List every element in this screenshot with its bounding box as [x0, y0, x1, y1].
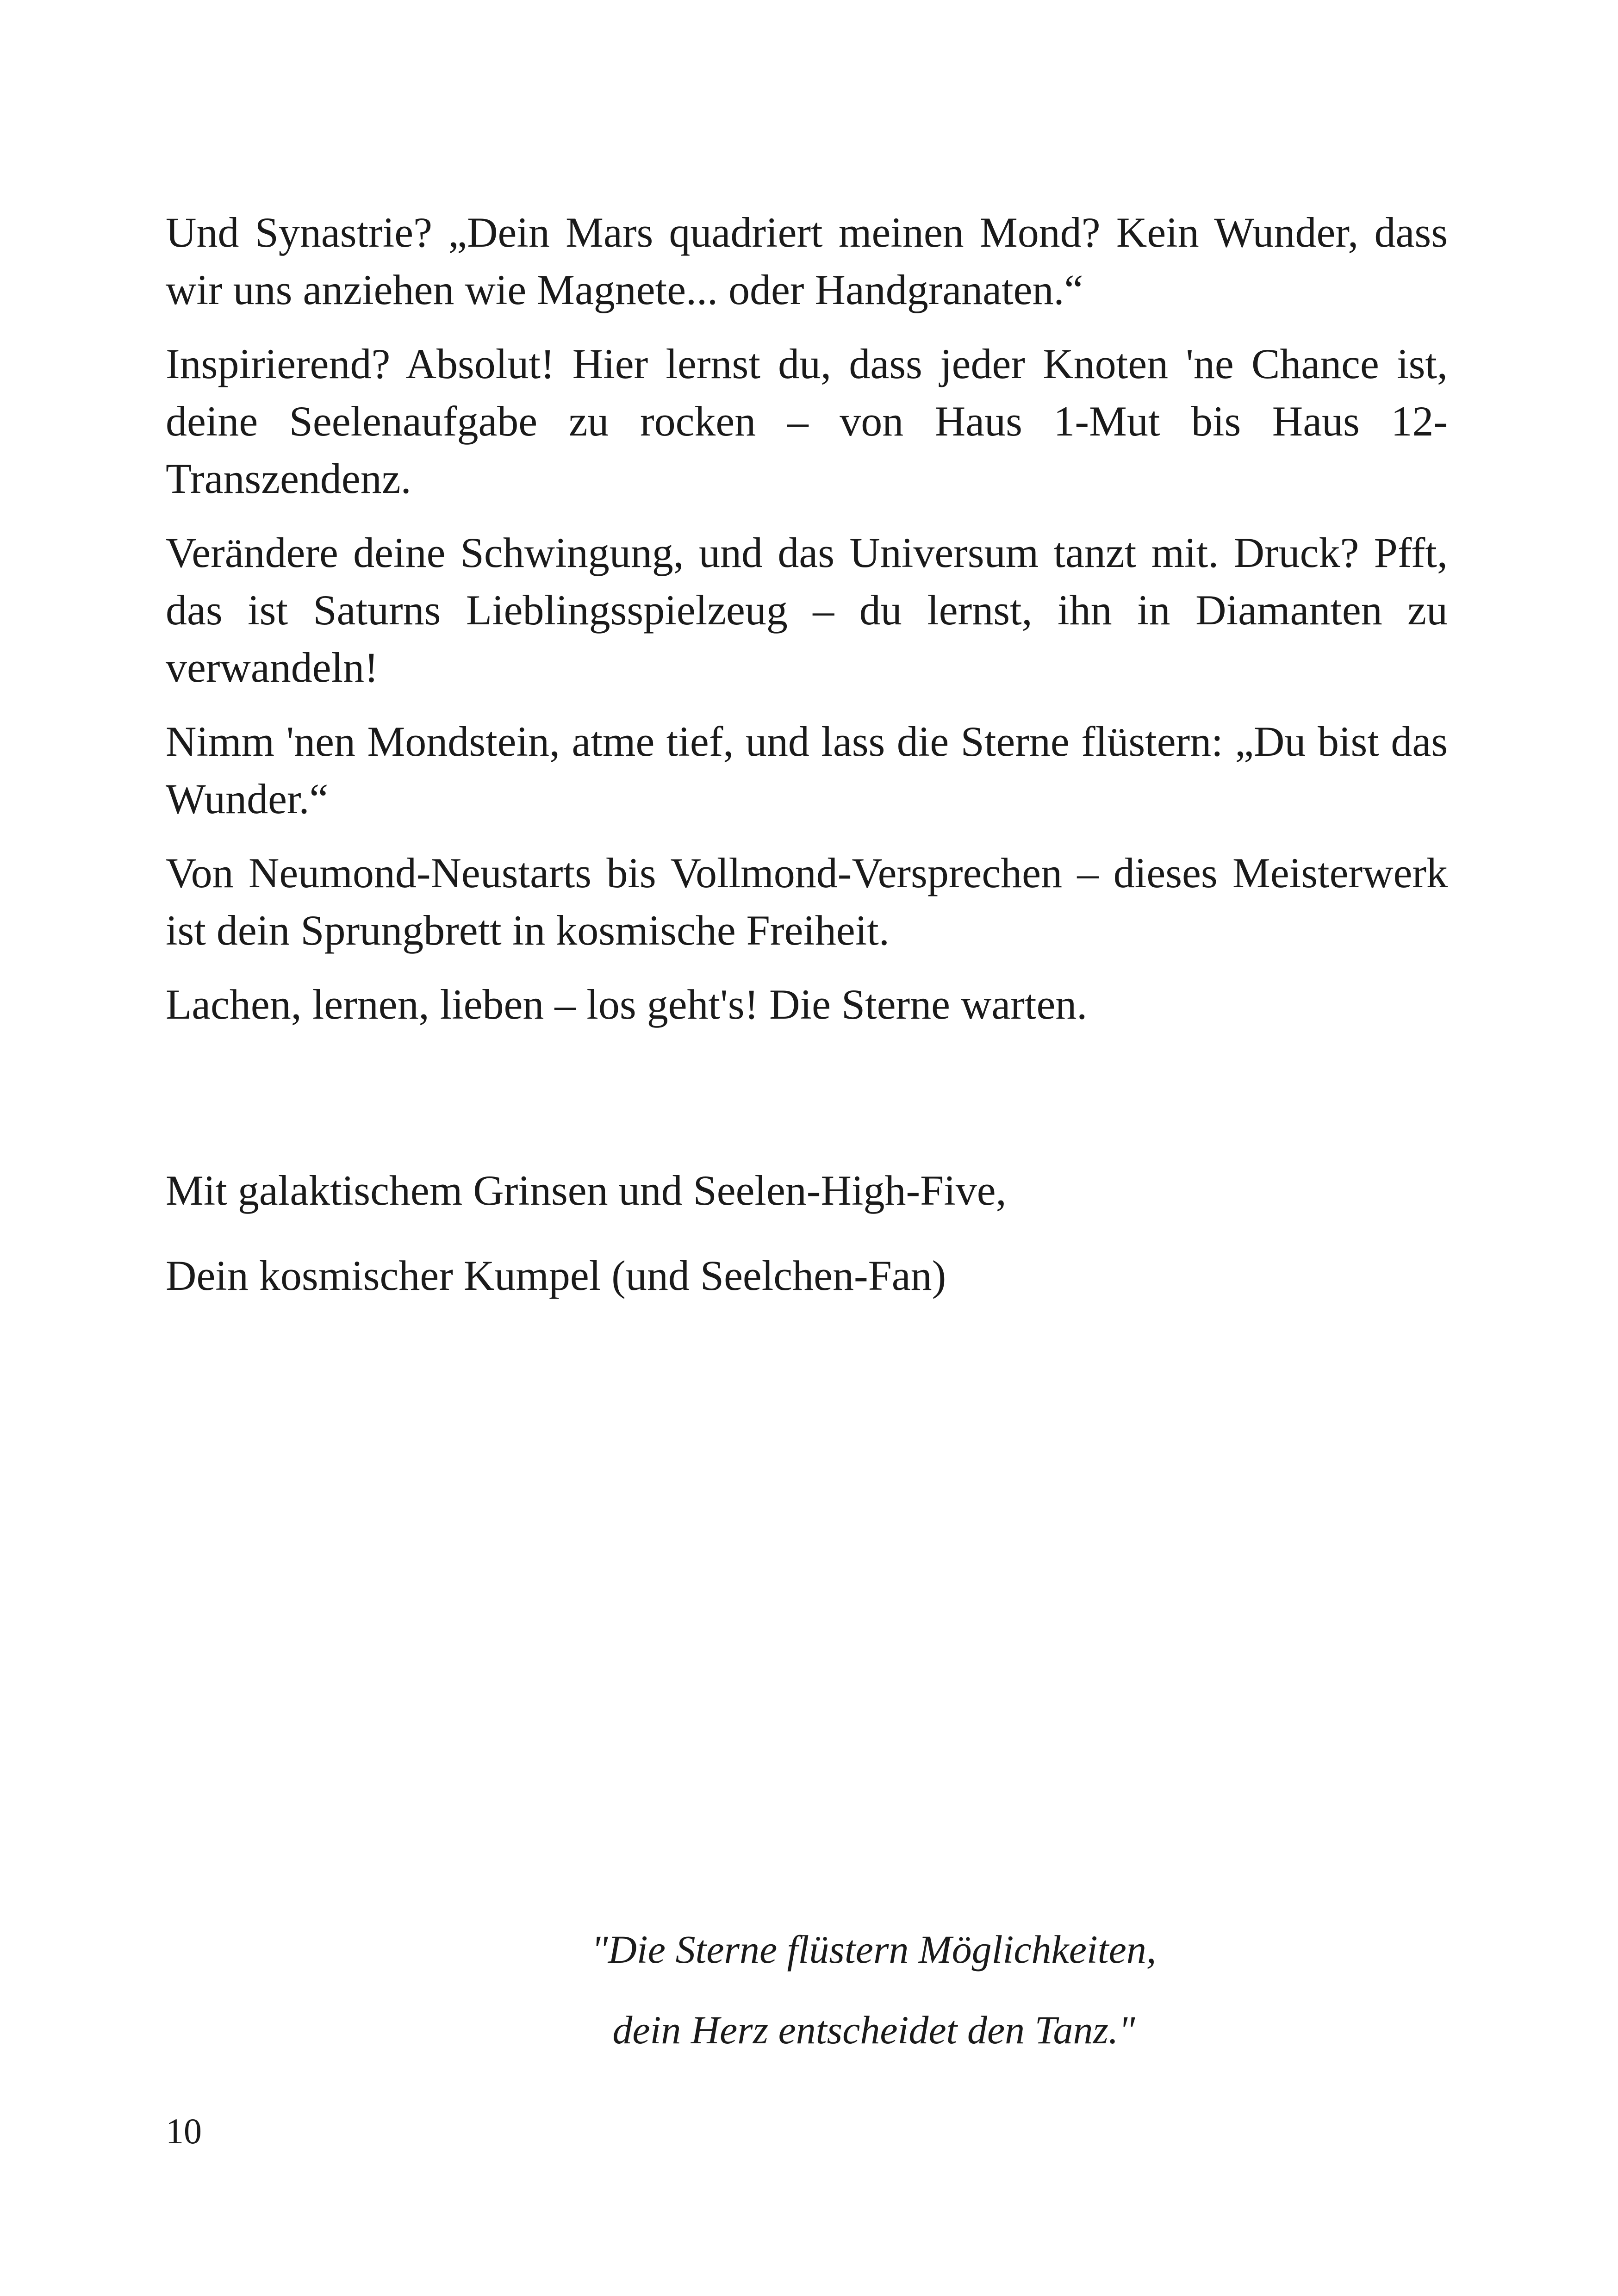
paragraph-neumond: Von Neumond-Neustarts bis Vollmond-Versprechen – dieses Meisterwerk ist dein Sprungbrett in kosmische Freiheit.	[166, 849, 1448, 954]
paragraph-lachen: Lachen, lernen, lieben – los geht's! Die Sterne warten.	[166, 981, 1088, 1028]
quote-line-2: dein Herz entscheidet den Tanz."	[612, 2008, 1135, 2052]
page-number: 10	[166, 2111, 202, 2151]
closing-signoff: Dein kosmischer Kumpel (und Seelchen-Fan)	[166, 1252, 946, 1299]
epigraph-quote	[0, 1921, 1618, 2082]
closing-greeting: Mit galaktischem Grinsen und Seelen-High-Five,	[166, 1167, 1007, 1214]
paragraph-synastrie: Und Synastrie? „Dein Mars quadriert meinen Mond? Kein Wunder, dass wir uns anziehen wie Magnete... oder Handgranaten.“	[166, 209, 1448, 313]
paragraph-mondstein: Nimm 'nen Mondstein, atme tief, und lass die Sterne flüstern: „Du bist das Wunder.“	[166, 718, 1448, 822]
paragraph-inspirierend: Inspirierend? Absolut! Hier lernst du, dass jeder Knoten 'ne Chance ist, deine Seelenaufgabe zu rocken – von Haus 1-Mut bis Haus 12-Transzendenz.	[166, 340, 1448, 502]
body-text	[166, 204, 1448, 1033]
closing-signature	[166, 1162, 1448, 1332]
quote-line-1: "Die Sterne flüstern Möglichkeiten,	[591, 1927, 1157, 1972]
paragraph-schwingung: Verändere deine Schwingung, und das Universum tanzt mit. Druck? Pfft, das ist Saturns Lieblingsspielzeug – du lernst, ihn in Diamanten zu verwandeln!	[166, 529, 1448, 691]
